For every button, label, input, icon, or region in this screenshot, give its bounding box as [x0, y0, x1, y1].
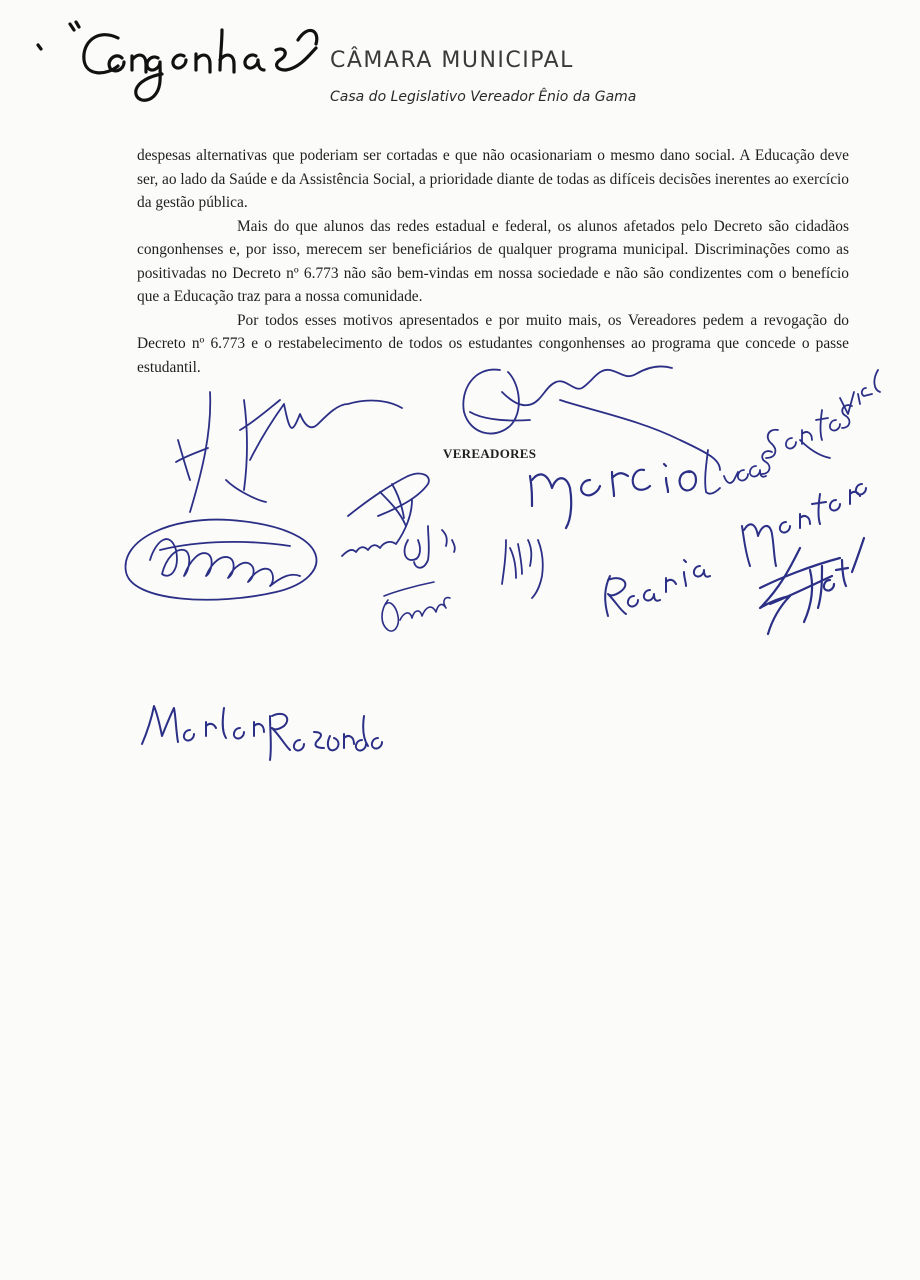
signature-1 — [176, 392, 402, 512]
paragraph-2: Mais do que alunos das redes estadual e federal, os alunos afetados pelo Decreto são cidadãos congonhenses e, por isso, merecem ser beneficiários de qualquer programa municipal. Discriminações como as positivadas no Decreto nº 6.773 não são bem-vindas em nossa sociedade e não são condizentes com o benefício que a Educação traz para a nossa comunidade. — [137, 217, 849, 305]
signature-rosaria-monteiro — [605, 484, 866, 616]
signature-2 — [463, 366, 720, 470]
signature-10 — [760, 538, 864, 634]
signature-mercio — [530, 464, 696, 528]
signature-marlon-rezende — [142, 706, 382, 760]
paragraph-1: despesas alternativas que poderiam ser cortadas e que não ocasionariam o mesmo dano social. A Educação deve ser, ao lado da Saúde e da Assistência Social, a prioridade diante de todas as difíceis decisões inerentes ao exercício da gestão pública. — [137, 147, 849, 211]
signature-7 — [502, 540, 543, 598]
institution-title: CÂMARA MUNICIPAL — [330, 48, 574, 73]
institution-subtitle: Casa do Legislativo Vereador Ênio da Gama — [330, 89, 637, 105]
signatories-label: VEREADORES — [443, 446, 537, 461]
signature-lucas — [705, 370, 880, 494]
signature-6 — [342, 474, 455, 568]
signature-5 — [126, 520, 317, 600]
paragraph-3: Por todos esses motivos apresentados e por muito mais, os Vereadores pedem a revogação do Decreto nº 6.773 e o restabelecimento de todos os estudantes congonhenses ao programa que concede o passe estudantil. — [137, 311, 849, 376]
signature-8 — [382, 582, 450, 631]
